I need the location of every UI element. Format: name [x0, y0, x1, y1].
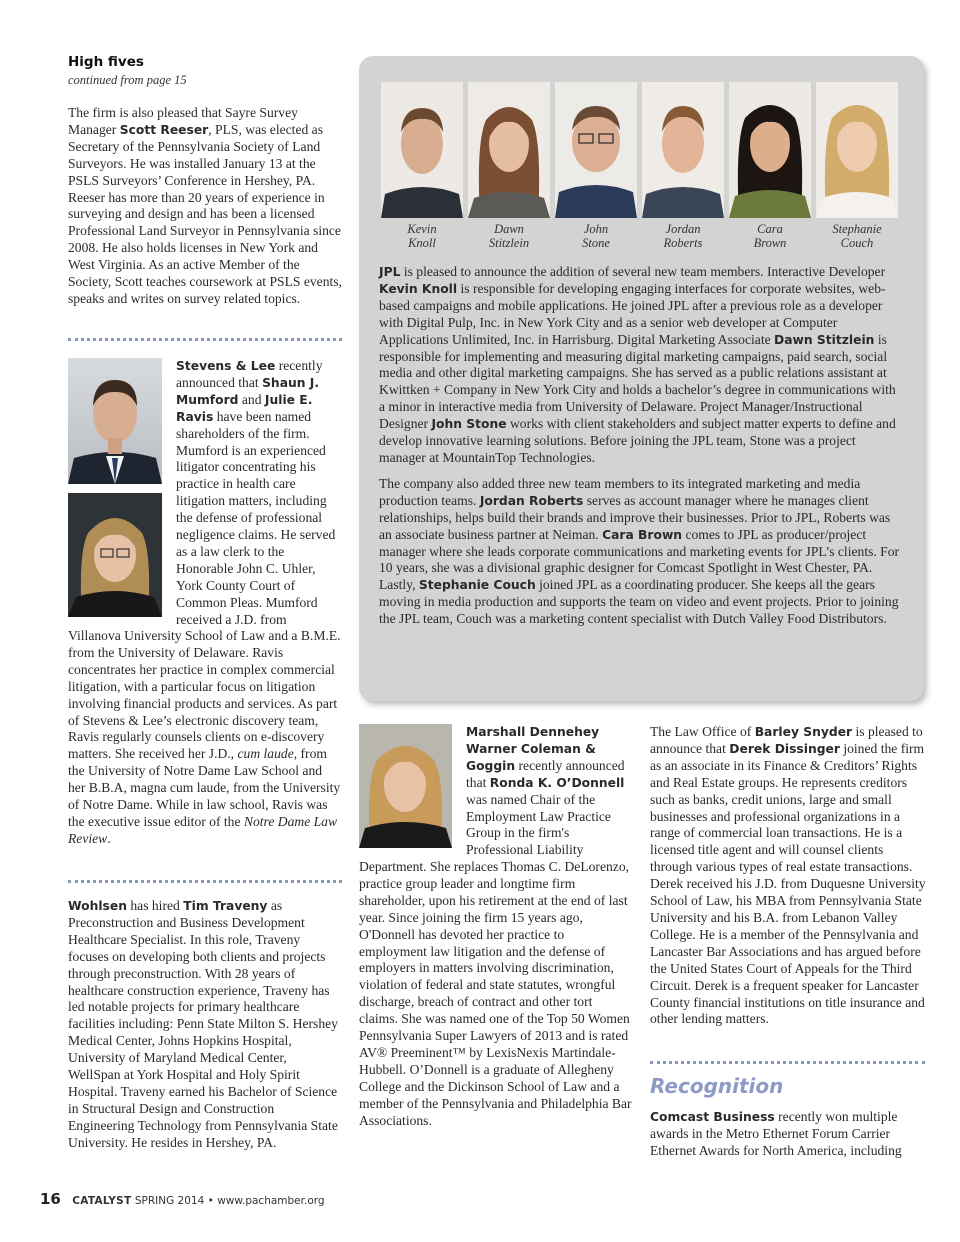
divider: [68, 880, 342, 883]
page-footer: [40, 1190, 325, 1208]
firm-name: JPL: [379, 265, 401, 279]
wohlsen-article: Wohlsen has hired Tim Traveny as Preconstruction and Business Development Healthcare Specialist. In this role, Traveny focuses on developing both clients and projects through preconstruction. With 28 years of healthcare construction experience, Traveny has led notable projects for primary healthcare facilities including: Penn State Milton S. Hershey Medical Center, Johns Hopkins Hospital, University of Maryland Medical Center, WellSpan at York Hospital and Holy Spirit Hospital. Traveny earned his Bachelor of Science in Structural Design and Construction Engineering Technology from Pennsylvania State University. He resides in Hershey, PA.: [68, 898, 338, 1150]
stephanie-couch-photo: [816, 82, 898, 218]
section-title: High fives: [68, 54, 144, 70]
firm-name: Wohlsen: [68, 899, 127, 913]
person-name: Scott Reeser: [119, 122, 209, 137]
ravis-photo: [68, 493, 162, 617]
person-name: Jordan Roberts: [479, 493, 584, 508]
cara-brown-photo: [729, 82, 811, 218]
firm-name: Stevens & Lee: [176, 359, 276, 373]
firm-name: Marshall Dennehey Warner Coleman & Goggin: [466, 725, 600, 773]
caption-stephanie-couch: Stephanie Couch: [832, 222, 882, 250]
divider: [68, 338, 342, 341]
person-name: Shaun J. Mumford: [176, 375, 320, 407]
caption-john-stone: John Stone: [582, 222, 610, 250]
firm-name: Comcast Business: [650, 1110, 775, 1124]
recognition-article: Comcast Business recently won multiple awards in the Metro Ethernet Forum Carrier Ethernet Awards for North America, including: [650, 1109, 902, 1158]
marshall-dennehey-article: Marshall Dennehey Warner Coleman & Goggin recently announced that Ronda K. O’Donnell was named Chair of the Employment Law Practice Group in the firm's Professional Liability: [466, 725, 625, 858]
jordan-roberts-photo: [642, 82, 724, 218]
dawn-stitzlein-photo: [468, 82, 550, 218]
caption-kevin-knoll: Kevin Knoll: [407, 222, 437, 250]
caption-dawn-stitzlein: Dawn Stitzlein: [488, 222, 530, 250]
person-name: Cara Brown: [602, 527, 683, 542]
barley-snyder-article: The Law Office of Barley Snyder is pleased to announce that Derek Dissinger joined the firm as an associate in its Finance & Creditors’ Rights and Real Estate groups. He represents creditors such as banks, credit unions, large and small businesses and professional organizations in a range of commercial loan transactions. He is a licensed title agent and will counsel clients through various types of real estate transactions. Derek received his J.D. from Duquesne University School of Law, his MBA from Pennsylvania State University and his B.A. from Lebanon Valley College. He is a member of the Pennsylvania and Lancaster Bar Associations and has argued before the United States Court of Appeals for the Third Circuit. Derek is a frequent speaker for Lancaster County financial institutions on title insurance and other lending matters.: [650, 724, 926, 1027]
issue-label: SPRING 2014: [134, 1195, 205, 1207]
page-number: 16: [40, 1190, 61, 1208]
stevens-lee-article-cont: Villanova University School of Law and a B.M.E. from the University of Delaware. Ravis concentrates her practice in complex commercial litigation, with a particular focus on litigation involving financial products and services. As part of Stevens & Lee’s electronic discovery team, Ravis regularly counsels clients on e-discovery matters. She received her J.D., cum laude, from the University of Notre Dame Law School and her B.B.A, magna cum laude, from the University of Notre Dame. While in law school, Ravis was the executive issue editor of the Notre Dame Law Review.: [68, 628, 341, 846]
caption-cara-brown: Cara Brown: [753, 222, 787, 250]
kevin-knoll-photo: [381, 82, 463, 218]
divider: [650, 1061, 925, 1064]
person-name: Derek Dissinger: [729, 741, 840, 756]
mumford-photo: [68, 358, 162, 484]
stevens-lee-article: Stevens & Lee recently announced that Shaun J. Mumford and Julie E. Ravis have been named shareholders of the firm. Mumford is an experienced litigator concentrating his practice in health care litigation matters, including the defense of professional negligence claims. He served as a law clerk to the Honorable John C. Uhler, York County Court of Common Pleas. Mumford received a J.D. from: [176, 358, 336, 627]
marshall-dennehey-article-cont: Department. She replaces Thomas C. DeLorenzo, practice group leader and longtime firm shareholder, upon his retirement at the end of last year. Since joining the firm 15 years ago, O'Donnell has devoted her practice to employment law litigation and the defense of employers in matters involving discrimination, violation of federal and state statutes, wrongful discharge, breach of contract and other tort claims. She was named one of the Top 50 Women Pennsylvania Super Lawyers of 2013 and is rated AV® Preeminent™ by LexisNexis Martindale-Hubbell. O’Donnell is a graduate of Allegheny College and the Dickinson School of Law and a member of the Pennsylvania and Philadelphia Bar Associations.: [359, 859, 632, 1128]
person-name: Dawn Stitzlein: [774, 332, 875, 347]
continued-note: continued from page 15: [68, 73, 187, 87]
person-name: John Stone: [431, 417, 507, 432]
sayre-article: The firm is also pleased that Sayre Survey Manager Scott Reeser, PLS, was elected as Secretary of the Pennsylvania Society of Land Surveyors. He was installed January 13 at the PSLS Surveyors’ Conference in Hershey, PA. Reeser has more than 20 years of experience in surveying and design and has been a licensed Professional Land Surveyor in Pennsylvania since 2008. He also holds licenses in New York and West Virginia. As an active Member of the Society, Scott teaches coursework at PSLS events, speaks and writes on survey related topics.: [68, 105, 342, 306]
odonnell-photo: [359, 724, 452, 848]
person-name: Tim Traveny: [183, 899, 268, 913]
website-url[interactable]: www.pachamber.org: [217, 1195, 325, 1207]
high-fives-section: [68, 54, 340, 88]
caption-jordan-roberts: Jordan Roberts: [663, 222, 703, 250]
person-name: Stephanie Couch: [418, 578, 536, 593]
firm-name: Barley Snyder: [754, 725, 853, 739]
footer-bullet: •: [207, 1195, 214, 1207]
magazine-name: CATALYST: [72, 1195, 132, 1207]
jpl-article: JPL is pleased to announce the addition of several new team members. Interactive Developer Kevin Knoll is responsible for developing engaging interfaces for corporate websites, web-based campaigns and mobile applications. He joined JPL after a previous role as a developer with Digital Pulp, Inc. in New York City and as a senior web developer at Computer Applications Unlimited, Inc. in Harrisburg. Digital Marketing Associate Dawn Stitzlein is responsible for implementing and measuring digital marketing campaigns, paid search, social media and other digital marketing campaigns. She has served as a public relations assistant at Kwittken + Company in New York City and holds a bachelor’s degree in communications with a minor in interactive media from University of Delaware. Project Manager/Instructional Designer John Stone works with client stakeholders and subject matter experts to define and develop innovative learning solutions. Before joining the JPL team, Stone was a project manager at MountainTop Technologies. The company also added three new team members to its integrated marketing and media production teams. Jordan Roberts serves as account manager where he manages client relationships, helps build their brands and improve their businesses. Prior to JPL, Roberts was an associate business partner at Neiman. Cara Brown comes to JPL as producer/project manager where she leads corporate communications and marketing events for JPL’s clients. For 10 years, she was a divisional graphic designer for Comcast Spotlight in West Chester, PA. Lastly, Stephanie Couch joined JPL as a coordinating producer. She keeps all the gears moving in media production and supports the team on video and event projects. Prior to joining the JPL team, Couch was a marketing content specialist with Dutch Valley Food Distributors.: [379, 264, 900, 627]
person-name: Julie E. Ravis: [176, 392, 313, 424]
recognition-heading: Recognition: [650, 1074, 784, 1098]
person-name: Ronda K. O’Donnell: [489, 775, 625, 790]
john-stone-photo: [555, 82, 637, 218]
person-name: Kevin Knoll: [379, 281, 458, 296]
